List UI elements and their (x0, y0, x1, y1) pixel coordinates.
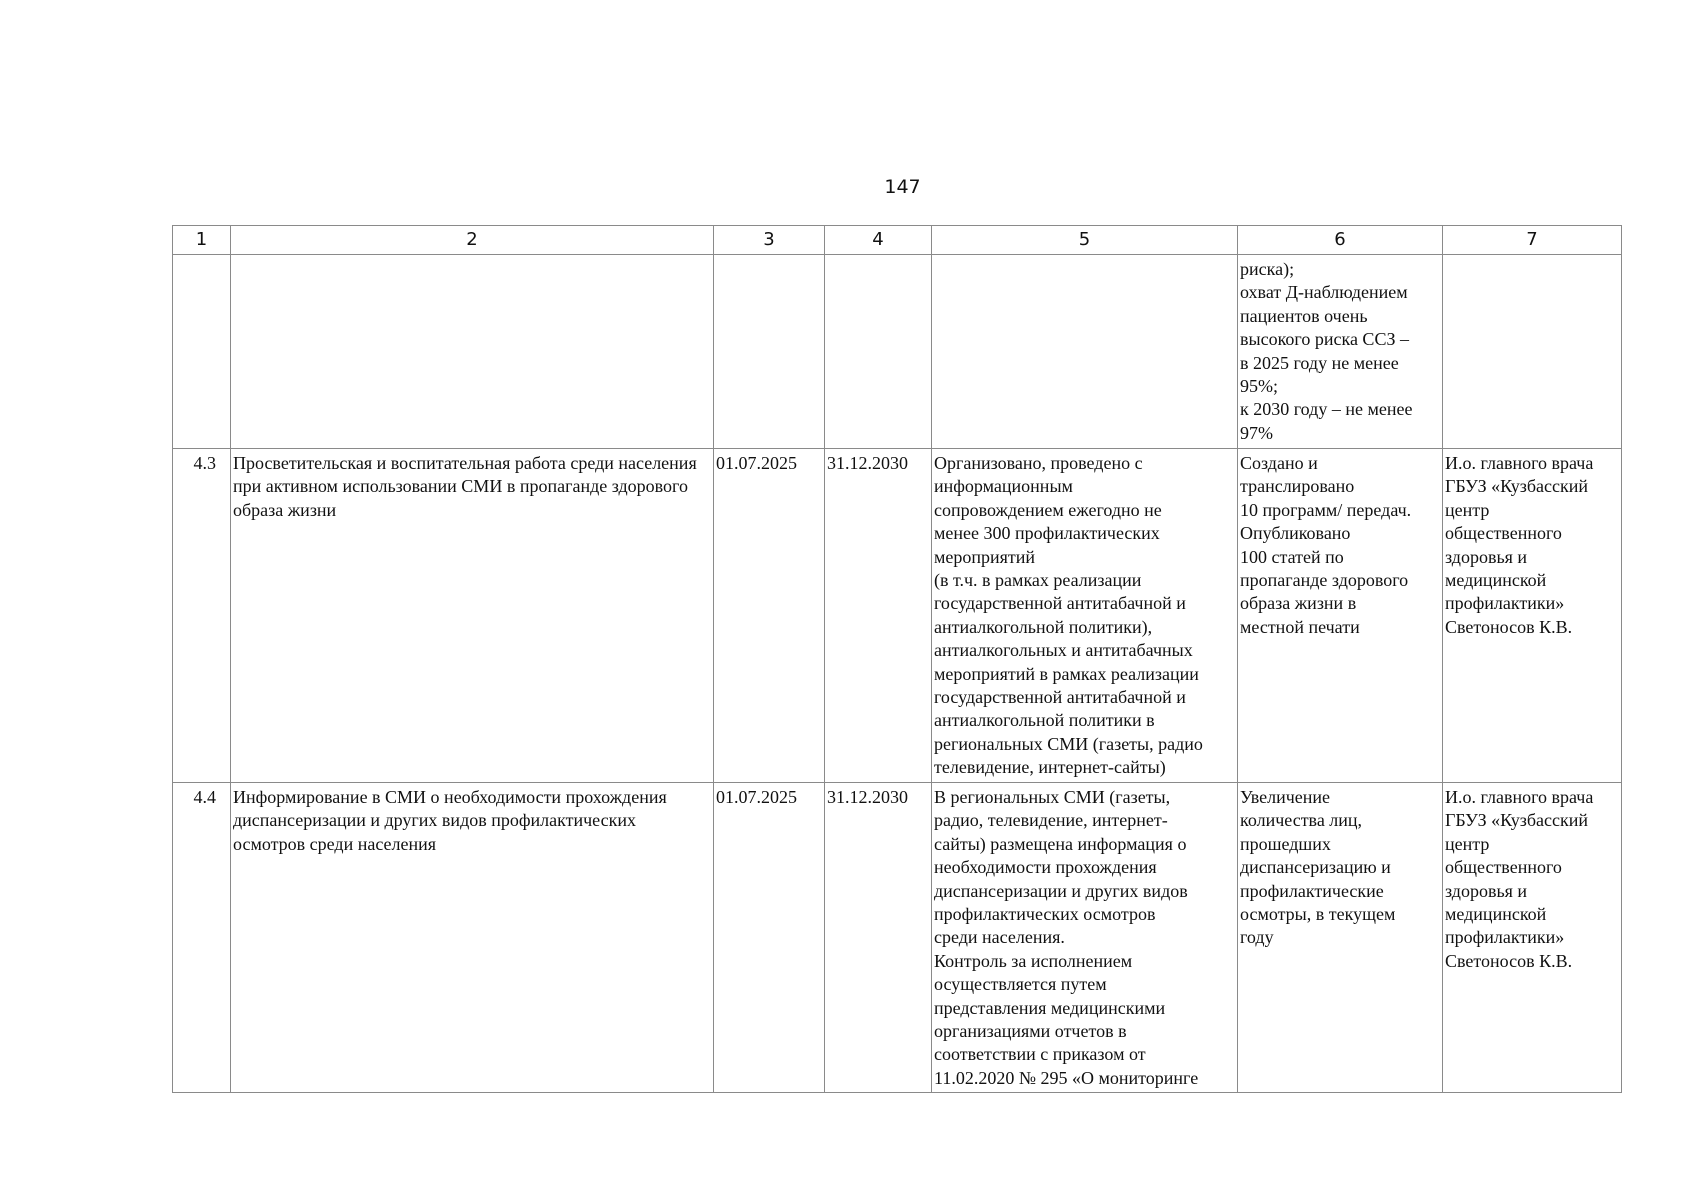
row-number: 4.3 (173, 449, 231, 783)
measure-description (932, 255, 1238, 449)
column-header-2: 2 (231, 226, 714, 255)
measure-description (932, 783, 1238, 1093)
responsible-text: И.о. главного врача ГБУЗ «Кузбасский центр общественного здоровья и медицинской профилактики» Светоносов К.В. (1445, 453, 1594, 637)
end-date: 31.12.2030 (825, 449, 932, 783)
start-date (714, 255, 825, 449)
description-text: Организовано, проведено с информационным сопровождением ежегодно не менее 300 профилактических мероприятий (в т.ч. в рамках реализации государственной антитабачной и антиалкогольной политики), антиалкогольных и антитабачных мероприятий в рамках реализации государственной антитабачной и антиалкогольной политики в региональных СМИ (газеты, радио телевидение, интернет-сайты) (934, 453, 1203, 778)
responsible-person (1443, 255, 1622, 449)
table-row (173, 783, 1622, 1093)
measure-name (231, 255, 714, 449)
responsible-text: И.о. главного врача ГБУЗ «Кузбасский центр общественного здоровья и медицинской профилактики» Светоносов К.В. (1445, 787, 1594, 971)
result-text: Увеличение количества лиц, прошедших диспансеризацию и профилактические осмотры, в текущем году (1240, 787, 1396, 948)
end-date: 31.12.2030 (825, 783, 932, 1093)
row-number: 4.4 (173, 783, 231, 1093)
measure-name: Информирование в СМИ о необходимости прохождения диспансеризации и других видов профилактических осмотров среди населения (231, 783, 714, 1093)
column-header-1: 1 (173, 226, 231, 255)
table-row (173, 255, 1622, 449)
column-header-5: 5 (932, 226, 1238, 255)
expected-result (1238, 783, 1443, 1093)
measure-description (932, 449, 1238, 783)
table-row (173, 449, 1622, 783)
column-header-4: 4 (825, 226, 932, 255)
measure-name: Просветительская и воспитательная работа среди населения при активном использовании СМИ в пропаганде здорового образа жизни (231, 449, 714, 783)
end-date (825, 255, 932, 449)
start-date: 01.07.2025 (714, 783, 825, 1093)
description-text: В региональных СМИ (газеты, радио, телевидение, интернет- сайты) размещена информация о необходимости прохождения диспансеризации и других видов профилактических осмотров среди населения. Контроль за исполнением осуществляется путем представления медицинскими организациями отчетов в соответствии с приказом от 11.02.2020 № 295 «О мониторинге (934, 787, 1199, 1088)
responsible-person (1443, 449, 1622, 783)
page-number: 147 (884, 176, 921, 198)
responsible-person (1443, 783, 1622, 1093)
start-date: 01.07.2025 (714, 449, 825, 783)
measures-table (172, 225, 1622, 1093)
result-text: риска); охват Д-наблюдением пациентов очень высокого риска ССЗ – в 2025 году не менее 95%; к 2030 году – не менее 97% (1240, 259, 1413, 443)
column-header-6: 6 (1238, 226, 1443, 255)
column-header-3: 3 (714, 226, 825, 255)
column-header-7: 7 (1443, 226, 1622, 255)
result-text: Создано и транслировано 10 программ/ передач. Опубликовано 100 статей по пропаганде здорового образа жизни в местной печати (1240, 453, 1412, 637)
expected-result (1238, 449, 1443, 783)
row-number (173, 255, 231, 449)
header-row (173, 226, 1622, 255)
expected-result (1238, 255, 1443, 449)
